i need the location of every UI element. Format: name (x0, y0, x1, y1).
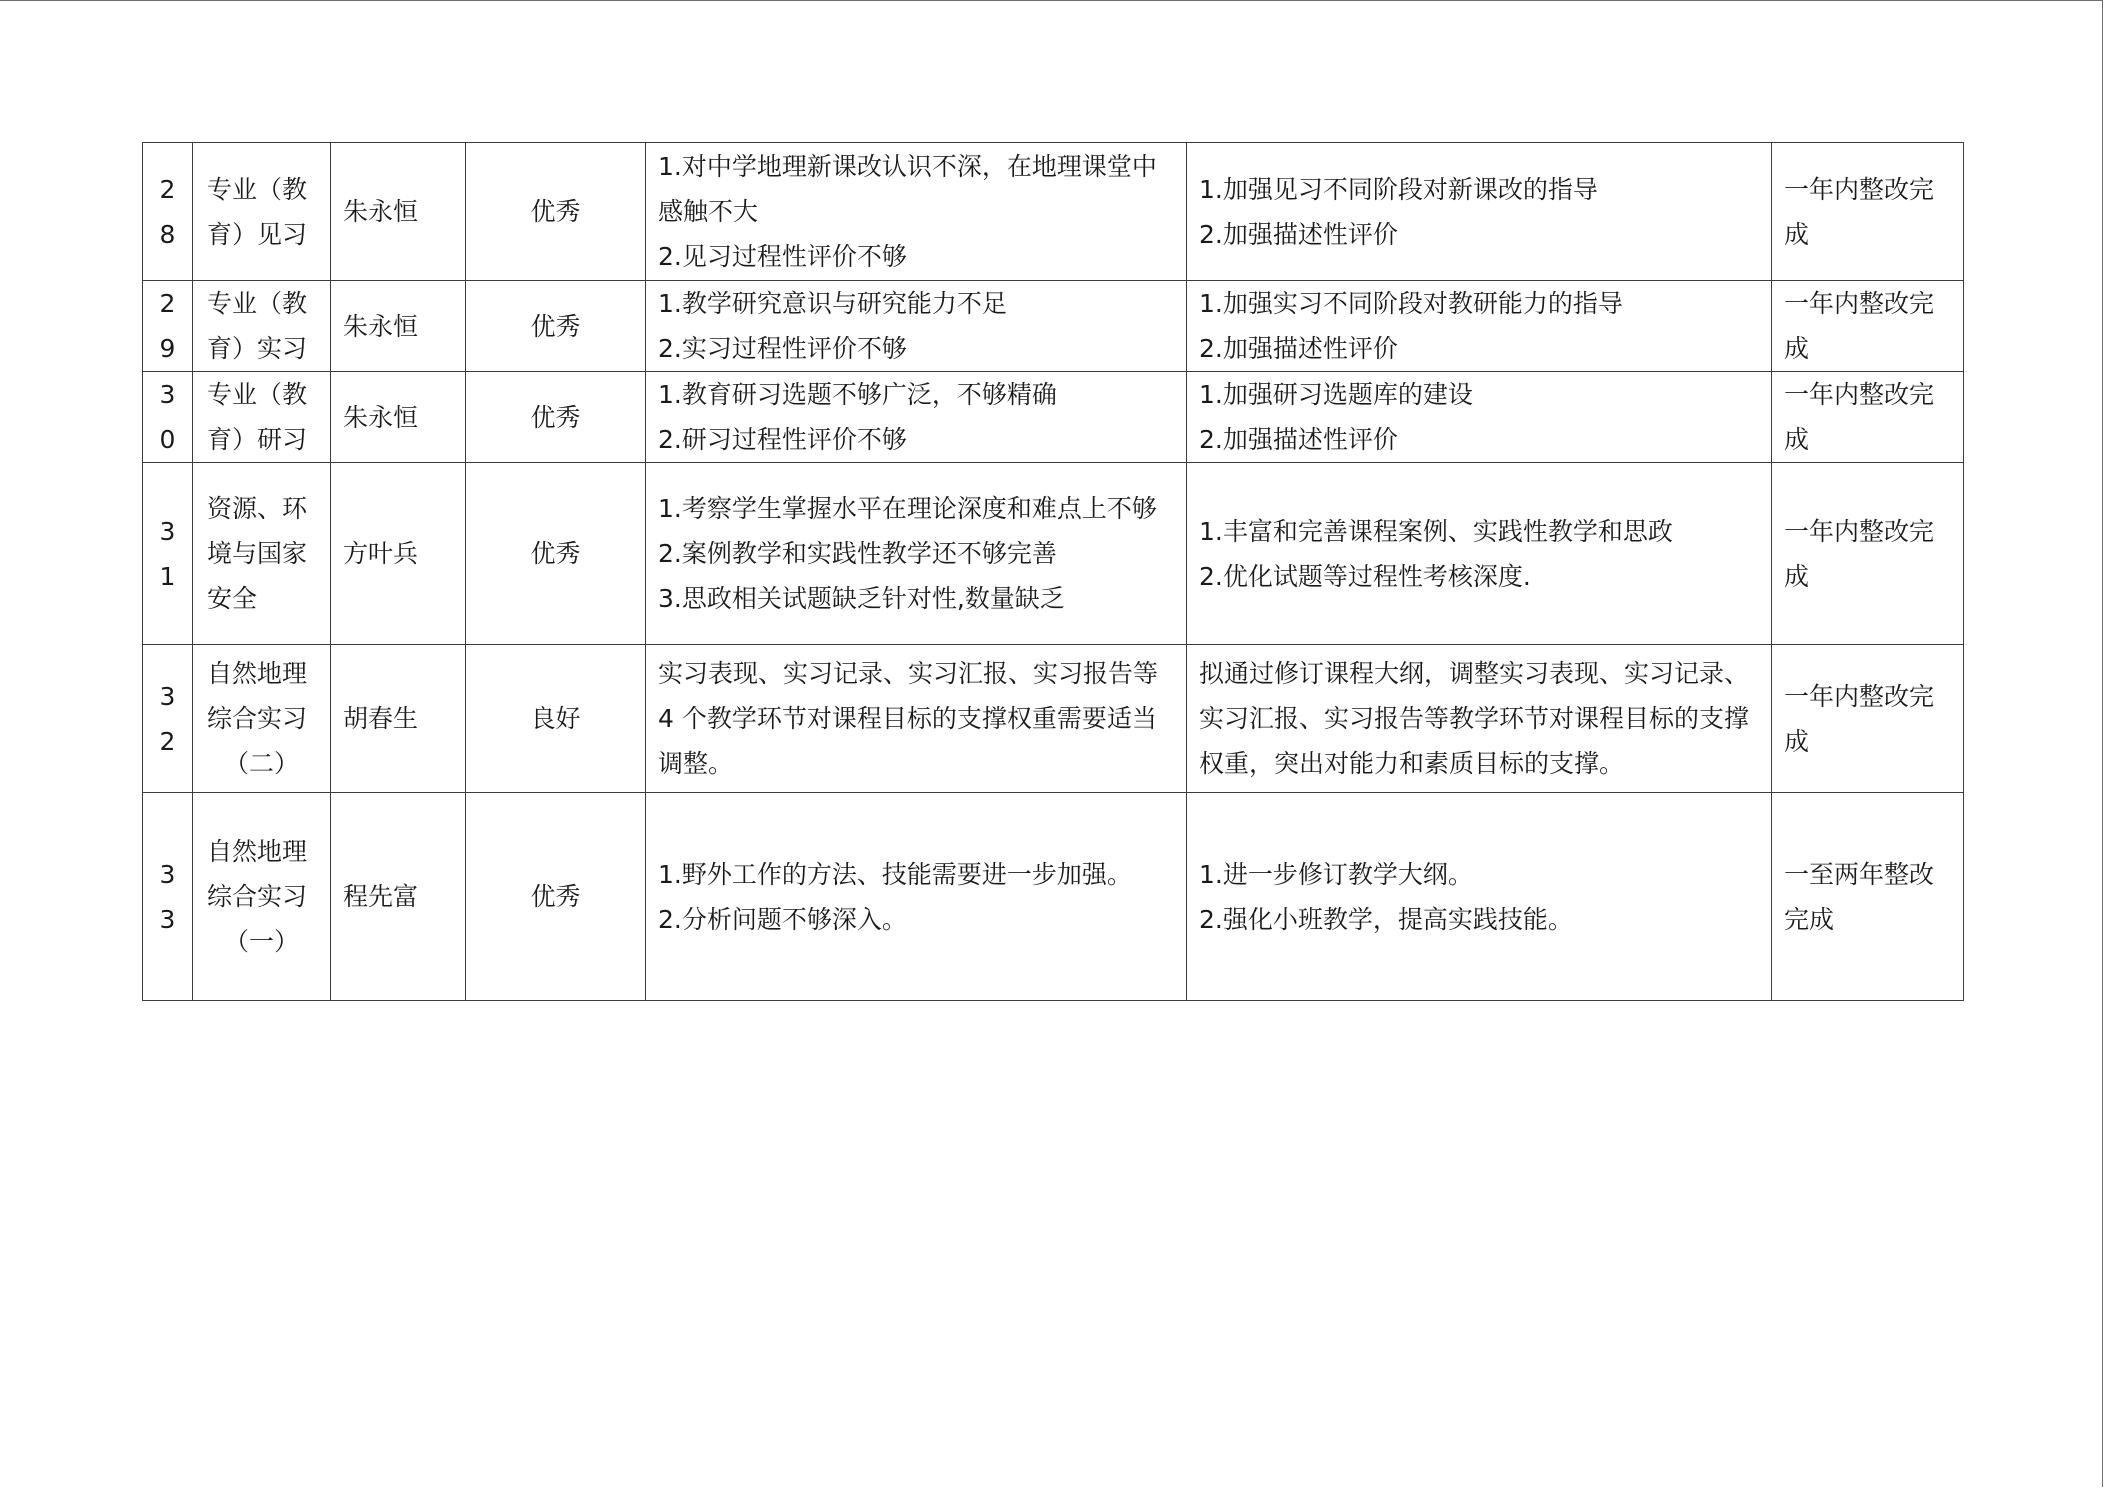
problems-cell: 1.教育研习选题不够广泛，不够精确 2.研习过程性评价不够 (646, 372, 1187, 463)
row-number: 32 (143, 645, 193, 793)
measures-cell: 1.加强见习不同阶段对新课改的指导 2.加强描述性评价 (1187, 143, 1772, 281)
table-row (143, 645, 1964, 793)
teacher-name: 朱永恒 (331, 281, 466, 372)
deadline-cell: 一至两年整改完成 (1772, 793, 1964, 1001)
problems-cell: 实习表现、实习记录、实习汇报、实习报告等 4 个教学环节对课程目标的支撑权重需要适当调整。 (646, 645, 1187, 793)
deadline-cell: 一年内整改完成 (1772, 143, 1964, 281)
problems-cell: 1.教学研究意识与研究能力不足 2.实习过程性评价不够 (646, 281, 1187, 372)
course-review-table (142, 142, 1964, 1001)
row-number: 29 (143, 281, 193, 372)
teacher-name: 方叶兵 (331, 463, 466, 645)
problems-cell: 1.对中学地理新课改认识不深，在地理课堂中感触不大 2.见习过程性评价不够 (646, 143, 1187, 281)
grade: 优秀 (466, 793, 646, 1001)
table-row (143, 143, 1964, 281)
course-name: 专业（教 育）见习 (193, 143, 331, 281)
problems-cell: 1.野外工作的方法、技能需要进一步加强。 2.分析问题不够深入。 (646, 793, 1187, 1001)
teacher-name: 朱永恒 (331, 143, 466, 281)
course-name: 自然地理 综合实习 （二） (193, 645, 331, 793)
measures-cell: 1.丰富和完善课程案例、实践性教学和思政 2.优化试题等过程性考核深度. (1187, 463, 1772, 645)
measures-cell: 1.加强研习选题库的建设 2.加强描述性评价 (1187, 372, 1772, 463)
grade: 良好 (466, 645, 646, 793)
problems-cell: 1.考察学生掌握水平在理论深度和难点上不够 2.案例教学和实践性教学还不够完善 3.思政相关试题缺乏针对性,数量缺乏 (646, 463, 1187, 645)
table-row (143, 793, 1964, 1001)
deadline-cell: 一年内整改完成 (1772, 281, 1964, 372)
grade: 优秀 (466, 372, 646, 463)
table-row (143, 281, 1964, 372)
row-number: 28 (143, 143, 193, 281)
course-name: 专业（教 育）研习 (193, 372, 331, 463)
course-name: 专业（教 育）实习 (193, 281, 331, 372)
measures-cell: 1.加强实习不同阶段对教研能力的指导 2.加强描述性评价 (1187, 281, 1772, 372)
course-name: 资源、环 境与国家 安全 (193, 463, 331, 645)
table-row (143, 463, 1964, 645)
grade: 优秀 (466, 281, 646, 372)
table-row (143, 372, 1964, 463)
measures-cell: 1.进一步修订教学大纲。 2.强化小班教学，提高实践技能。 (1187, 793, 1772, 1001)
deadline-cell: 一年内整改完成 (1772, 645, 1964, 793)
teacher-name: 程先富 (331, 793, 466, 1001)
teacher-name: 胡春生 (331, 645, 466, 793)
row-number: 30 (143, 372, 193, 463)
row-number: 31 (143, 463, 193, 645)
grade: 优秀 (466, 463, 646, 645)
measures-cell: 拟通过修订课程大纲，调整实习表现、实习记录、实习汇报、实习报告等教学环节对课程目标的支撑权重，突出对能力和素质目标的支撑。 (1187, 645, 1772, 793)
grade: 优秀 (466, 143, 646, 281)
teacher-name: 朱永恒 (331, 372, 466, 463)
course-name: 自然地理 综合实习 （一） (193, 793, 331, 1001)
deadline-cell: 一年内整改完成 (1772, 463, 1964, 645)
row-number: 33 (143, 793, 193, 1001)
deadline-cell: 一年内整改完成 (1772, 372, 1964, 463)
